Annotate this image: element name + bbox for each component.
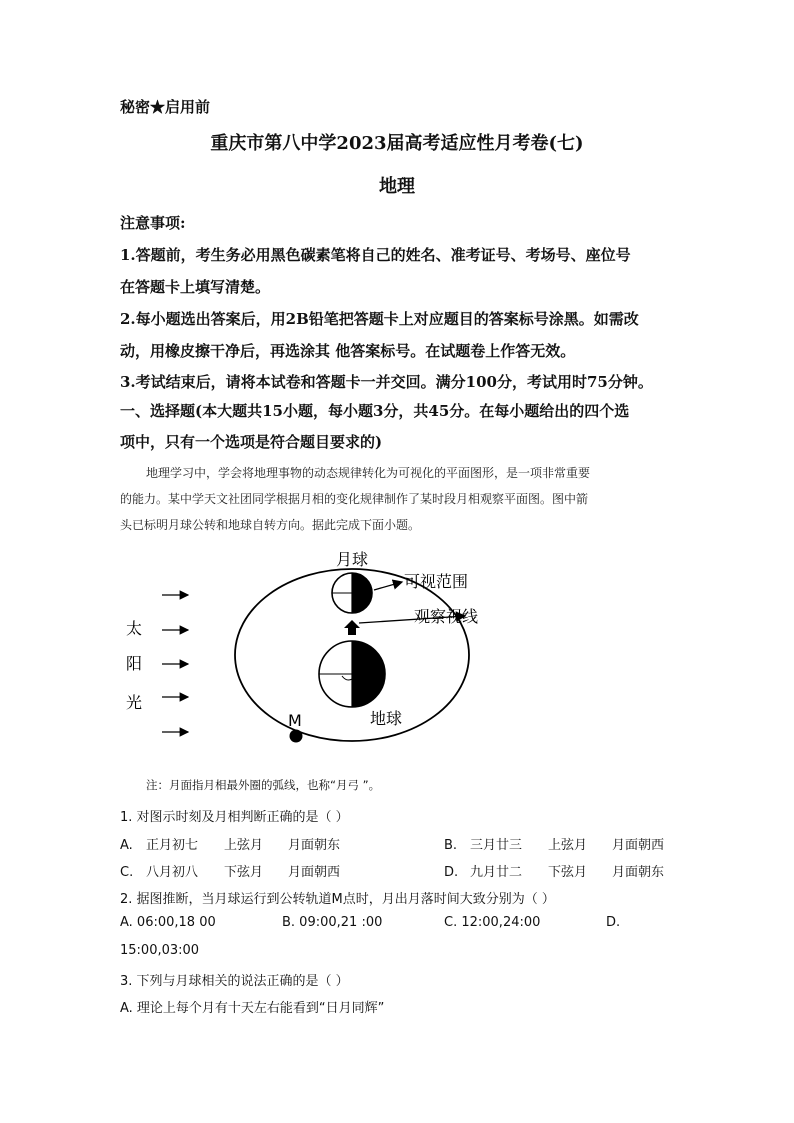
- option-date: 正月初七: [146, 838, 199, 853]
- option-letter: B.: [444, 838, 458, 853]
- sight-line-label: 观察视线: [413, 607, 478, 626]
- section-heading-line-1: 一、选择题(本大题共15小题，每小题3分，共45分。在每小题给出的四个选: [120, 402, 630, 420]
- option-letter: C.: [120, 865, 134, 880]
- notice-line-3: 2.每小题选出答案后，用2B铅笔把答题卡上对应题目的答案标号涂黑。如需改: [120, 310, 639, 328]
- question-1-option-a[interactable]: [120, 834, 340, 853]
- option-direction: 月面朝西: [288, 865, 341, 880]
- earth-label: 地球: [370, 709, 403, 728]
- intro-line-1: 地理学习中，学会将地理事物的动态规律转化为可视化的平面图形，是一项非常重要: [146, 466, 591, 480]
- option-date: 九月廿二: [470, 865, 523, 880]
- option-direction: 月面朝东: [612, 865, 665, 880]
- intro-line-2: 的能力。某中学天文社团同学根据月相的变化规律制作了某时段月相观察平面图。图中箭: [120, 492, 589, 506]
- option-direction: 月面朝西: [612, 838, 665, 853]
- moon-phase-diagram: [110, 542, 480, 752]
- moon: [332, 573, 372, 613]
- sun-label-2: 阳: [126, 654, 143, 673]
- question-2-option-a[interactable]: A. 06:00,18 00: [120, 915, 216, 930]
- orbit-point-m-label: M: [288, 711, 302, 730]
- visible-range-label: 可视范围: [404, 572, 469, 591]
- notice-line-2: 在答题卡上填写清楚。: [120, 278, 271, 296]
- intro-line-3: 头已标明月球公转和地球自转方向。据此完成下面小题。: [120, 518, 421, 532]
- confidential-label: 秘密★启用前: [120, 98, 211, 116]
- question-3-option-a[interactable]: A. 理论上每个月有十天左右能看到“日月同辉”: [120, 1001, 385, 1016]
- exam-title: 重庆市第八中学2023届高考适应性月考卷(七): [210, 133, 584, 154]
- notice-line-1: 1.答题前，考生务必用黑色碳素笔将自己的姓名、准考证号、考场号、座位号: [120, 246, 631, 264]
- notice-line-4: 动，用橡皮擦干净后，再选涂其 他答案标号。在试题卷上作答无效。: [120, 342, 576, 360]
- question-1-option-b[interactable]: [444, 834, 664, 853]
- question-1-option-d[interactable]: [444, 861, 664, 880]
- question-2-option-b[interactable]: B. 09:00,21 :00: [282, 915, 383, 930]
- question-2-option-d-value: 15:00,03:00: [120, 943, 200, 958]
- option-letter: D.: [444, 865, 459, 880]
- diagram-note: 注：月面指月相最外圈的弧线，也称“月弓 ”。: [146, 778, 381, 792]
- option-phase: 上弦月: [224, 838, 264, 853]
- question-3-stem: 3. 下列与月球相关的说法正确的是（ ）: [120, 974, 349, 989]
- option-phase: 下弦月: [548, 865, 588, 880]
- moon-label: 月球: [336, 550, 369, 569]
- orbit-point-m: [290, 730, 303, 743]
- question-2-option-d[interactable]: D.: [606, 915, 621, 930]
- sun-label-1: 太: [126, 619, 143, 638]
- question-2-stem: 2. 据图推断，当月球运行到公转轨道M点时，月出月落时间大致分别为（ ）: [120, 892, 555, 907]
- subject-title: 地理: [379, 176, 415, 197]
- option-date: 八月初八: [146, 865, 199, 880]
- notice-line-5: 3.考试结束后，请将本试卷和答题卡一并交回。满分100分，考试用时75分钟。: [120, 373, 653, 391]
- option-phase: 上弦月: [548, 838, 588, 853]
- option-direction: 月面朝东: [288, 838, 341, 853]
- question-1-option-c[interactable]: [120, 861, 340, 880]
- option-date: 三月廿三: [470, 838, 523, 853]
- question-1-stem: 1. 对图示时刻及月相判断正确的是（ ）: [120, 810, 349, 825]
- visible-range-arrow: [374, 582, 402, 590]
- earth: [319, 641, 385, 707]
- question-2-option-c[interactable]: C. 12:00,24:00: [444, 915, 541, 930]
- option-letter: A.: [120, 838, 133, 853]
- sun-label-3: 光: [126, 693, 143, 712]
- section-heading-line-2: 项中，只有一个选项是符合题目要求的): [120, 433, 383, 451]
- notice-heading: 注意事项:: [120, 214, 186, 232]
- up-arrow-icon: [344, 620, 360, 635]
- option-phase: 下弦月: [224, 865, 264, 880]
